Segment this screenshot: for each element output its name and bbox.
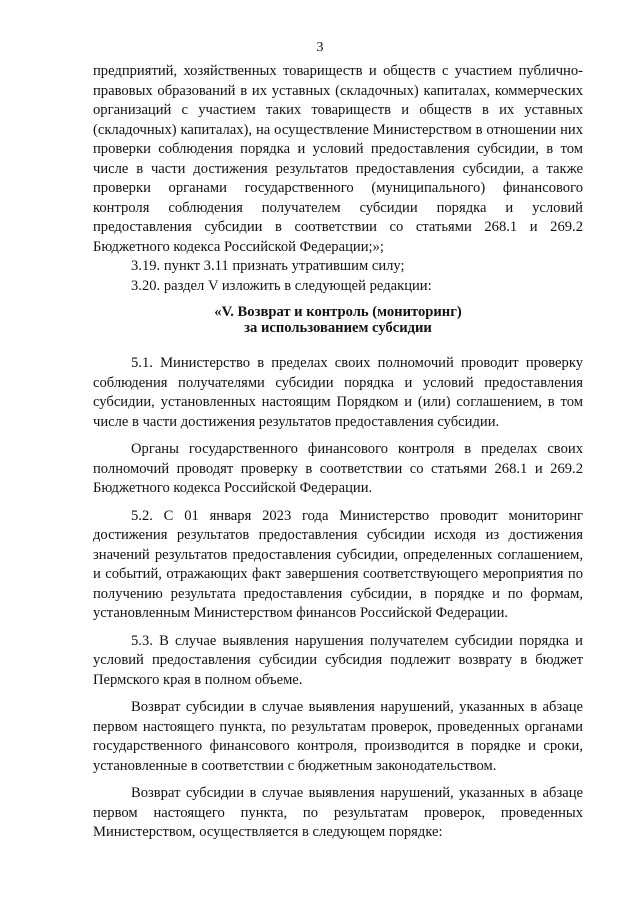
section-heading bbox=[93, 304, 583, 336]
document-body bbox=[93, 62, 583, 843]
paragraph-5-2: 5.2. С 01 января 2023 года Министерство проводит мониторинг достижения результатов предоставления субсидии исходя из достижения значений результатов предоставления субсидии, определенных соглашением, и событий, отражающих факт завершения соответствующего мероприятия по получению результата предоставления субсидии, в порядке и по формам, установленным Министерством финансов Российской Федерации. bbox=[93, 507, 583, 621]
paragraph-5-1: 5.1. Министерство в пределах своих полномочий проводит проверку соблюдения получателями субсидии порядка и условий предоставления субсидии, установленных настоящим Порядком и (или) соглашением, в том числе в части достижения результатов предоставления субсидии. bbox=[93, 355, 583, 430]
paragraph-item-3-20: 3.20. раздел V изложить в следующей редакции: bbox=[131, 277, 432, 294]
paragraph-continuation: предприятий, хозяйственных товариществ и обществ с участием публично-правовых образований в их уставных (складочных) капиталах, коммерческих организаций с участием таких товариществ и обществ в их уставных (складочных) капиталах), на осуществление Министерством в отношении них проверки соблюдения порядка и условий предоставления субсидии, в том числе в части достижения результатов предоставления субсидии, а также проверки органами государственного (муниципального) финансового контроля соблюдения получателем субсидии порядка и условий предоставления субсидии в соответствии со статьями 268.1 и 269.2 Бюджетного кодекса Российской Федерации;»; bbox=[93, 63, 583, 255]
paragraph-5-3: 5.3. В случае выявления нарушения получателем субсидии порядка и условий предоставления субсидии субсидия подлежит возврату в бюджет Пермского края в полном объеме. bbox=[93, 632, 583, 688]
section-heading-line-2: за использованием субсидии bbox=[244, 320, 432, 336]
paragraph-control-bodies: Органы государственного финансового контроля в пределах своих полномочий проводят проверку в соответствии со статьями 268.1 и 269.2 Бюджетного кодекса Российской Федерации. bbox=[93, 441, 583, 496]
paragraph-return-state-control: Возврат субсидии в случае выявления нарушений, указанных в абзаце первом настоящего пункта, по результатам проверок, проведенных органами государственного финансового контроля, производится в порядке и сроки, установленные в соответствии с бюджетным законодательством. bbox=[93, 699, 583, 774]
paragraph-item-3-19: 3.19. пункт 3.11 признать утратившим силу; bbox=[131, 258, 405, 274]
section-heading-line-1: «V. Возврат и контроль (мониторинг) bbox=[214, 304, 462, 320]
page-number: 3 bbox=[316, 40, 324, 55]
paragraph-return-ministry: Возврат субсидии в случае выявления нарушений, указанных в абзаце первом настоящего пункта, по результатам проверок, проведенных Министерством, осуществляется в следующем порядке: bbox=[93, 785, 583, 840]
